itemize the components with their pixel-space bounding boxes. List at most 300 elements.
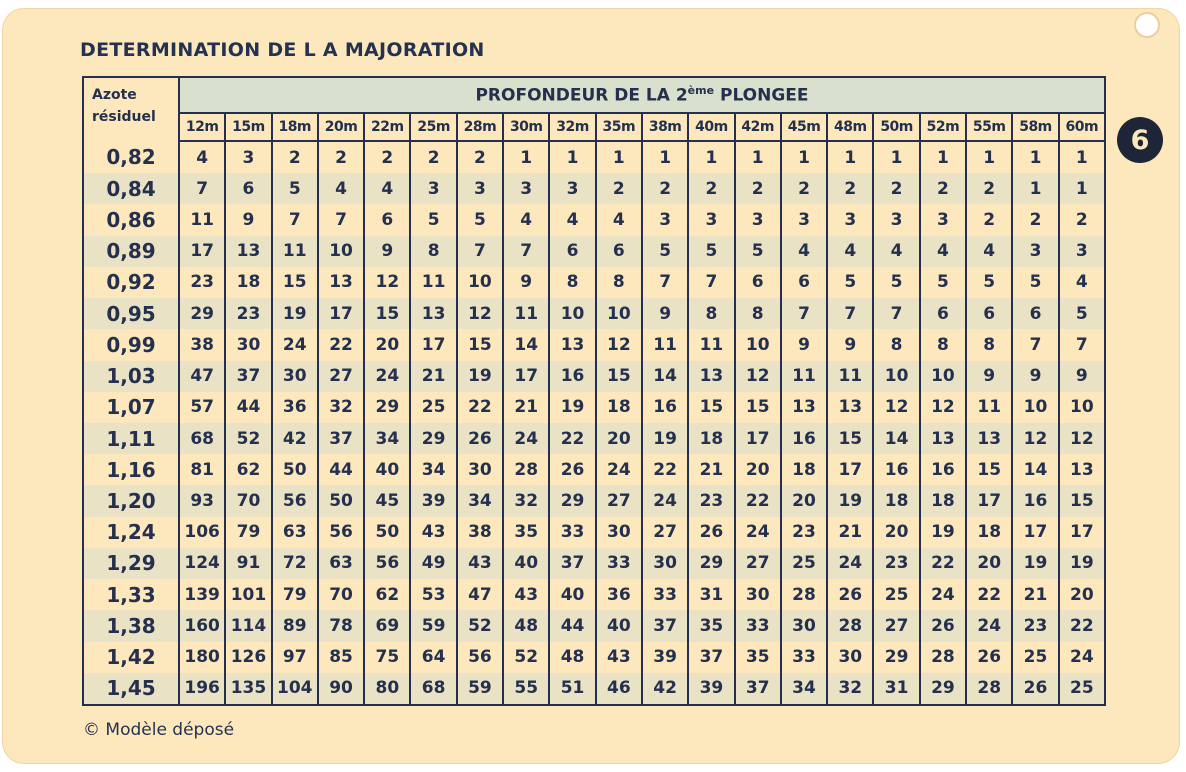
majoration-cell: 29 bbox=[179, 298, 225, 329]
majoration-cell: 37 bbox=[688, 642, 734, 673]
majoration-cell: 37 bbox=[225, 361, 271, 392]
majoration-cell: 135 bbox=[225, 673, 271, 705]
majoration-cell: 13 bbox=[781, 392, 827, 423]
majoration-cell: 55 bbox=[503, 673, 549, 705]
majoration-cell: 9 bbox=[225, 204, 271, 235]
majoration-cell: 9 bbox=[642, 298, 688, 329]
majoration-cell: 6 bbox=[966, 298, 1012, 329]
majoration-cell: 5 bbox=[1059, 298, 1105, 329]
majoration-cell: 17 bbox=[827, 454, 873, 485]
majoration-cell: 2 bbox=[642, 173, 688, 204]
majoration-cell: 1 bbox=[1012, 173, 1058, 204]
majoration-cell: 3 bbox=[549, 173, 595, 204]
majoration-cell: 2 bbox=[457, 141, 503, 173]
majoration-cell: 2 bbox=[318, 141, 364, 173]
majoration-cell: 21 bbox=[1012, 579, 1058, 610]
majoration-cell: 37 bbox=[735, 673, 781, 705]
majoration-cell: 23 bbox=[179, 267, 225, 298]
majoration-cell: 11 bbox=[272, 236, 318, 267]
majoration-cell: 26 bbox=[688, 517, 734, 548]
majoration-cell: 50 bbox=[364, 517, 410, 548]
majoration-cell: 3 bbox=[688, 204, 734, 235]
majoration-cell: 30 bbox=[596, 517, 642, 548]
majoration-cell: 15 bbox=[688, 392, 734, 423]
majoration-cell: 22 bbox=[457, 392, 503, 423]
majoration-cell: 33 bbox=[781, 642, 827, 673]
majoration-cell: 12 bbox=[596, 329, 642, 360]
majoration-cell: 12 bbox=[873, 392, 919, 423]
majoration-cell: 1 bbox=[596, 141, 642, 173]
majoration-cell: 22 bbox=[735, 485, 781, 516]
majoration-cell: 18 bbox=[596, 392, 642, 423]
majoration-cell: 14 bbox=[642, 361, 688, 392]
table-row bbox=[83, 392, 1105, 423]
majoration-cell: 1 bbox=[920, 141, 966, 173]
majoration-cell: 25 bbox=[873, 579, 919, 610]
majoration-cell: 101 bbox=[225, 579, 271, 610]
table-row bbox=[83, 204, 1105, 235]
azote-value-cell: 1,20 bbox=[83, 485, 179, 516]
table-row bbox=[83, 485, 1105, 516]
majoration-cell: 4 bbox=[596, 204, 642, 235]
majoration-cell: 23 bbox=[688, 485, 734, 516]
majoration-cell: 4 bbox=[318, 173, 364, 204]
majoration-cell: 6 bbox=[549, 236, 595, 267]
majoration-cell: 2 bbox=[920, 173, 966, 204]
majoration-cell: 29 bbox=[688, 548, 734, 579]
majoration-cell: 5 bbox=[873, 267, 919, 298]
majoration-cell: 28 bbox=[781, 579, 827, 610]
majoration-cell: 34 bbox=[364, 423, 410, 454]
table-row bbox=[83, 579, 1105, 610]
majoration-cell: 27 bbox=[873, 610, 919, 641]
majoration-cell: 104 bbox=[272, 673, 318, 705]
depth-header-cell: 58m bbox=[1012, 113, 1058, 141]
majoration-cell: 53 bbox=[410, 579, 456, 610]
majoration-cell: 14 bbox=[503, 329, 549, 360]
majoration-cell: 5 bbox=[735, 236, 781, 267]
majoration-cell: 3 bbox=[1059, 236, 1105, 267]
majoration-cell: 19 bbox=[920, 517, 966, 548]
majoration-cell: 16 bbox=[873, 454, 919, 485]
majoration-cell: 63 bbox=[318, 548, 364, 579]
majoration-cell: 26 bbox=[1012, 673, 1058, 705]
majoration-cell: 24 bbox=[735, 517, 781, 548]
majoration-cell: 5 bbox=[920, 267, 966, 298]
majoration-cell: 35 bbox=[503, 517, 549, 548]
depth-group-header bbox=[179, 77, 1105, 113]
azote-value-cell: 1,42 bbox=[83, 642, 179, 673]
majoration-cell: 15 bbox=[596, 361, 642, 392]
majoration-cell: 47 bbox=[179, 361, 225, 392]
majoration-cell: 32 bbox=[318, 392, 364, 423]
majoration-cell: 24 bbox=[1059, 642, 1105, 673]
majoration-cell: 28 bbox=[966, 673, 1012, 705]
majoration-cell: 11 bbox=[781, 361, 827, 392]
majoration-cell: 7 bbox=[1059, 329, 1105, 360]
majoration-cell: 52 bbox=[503, 642, 549, 673]
depth-header-cell: 12m bbox=[179, 113, 225, 141]
footer-copyright: © Modèle déposé bbox=[83, 720, 235, 740]
majoration-cell: 36 bbox=[596, 579, 642, 610]
majoration-cell: 20 bbox=[781, 485, 827, 516]
lanyard-hole bbox=[1134, 12, 1160, 38]
majoration-cell: 42 bbox=[642, 673, 688, 705]
majoration-cell: 4 bbox=[920, 236, 966, 267]
depth-header-cell: 18m bbox=[272, 113, 318, 141]
majoration-cell: 33 bbox=[596, 548, 642, 579]
majoration-cell: 44 bbox=[318, 454, 364, 485]
majoration-cell: 40 bbox=[596, 610, 642, 641]
majoration-cell: 6 bbox=[781, 267, 827, 298]
majoration-cell: 13 bbox=[920, 423, 966, 454]
table-row bbox=[83, 548, 1105, 579]
majoration-cell: 43 bbox=[457, 548, 503, 579]
majoration-cell: 13 bbox=[225, 236, 271, 267]
majoration-cell: 68 bbox=[179, 423, 225, 454]
azote-value-cell: 0,84 bbox=[83, 173, 179, 204]
majoration-cell: 196 bbox=[179, 673, 225, 705]
majoration-cell: 21 bbox=[827, 517, 873, 548]
majoration-cell: 11 bbox=[966, 392, 1012, 423]
majoration-cell: 79 bbox=[272, 579, 318, 610]
majoration-cell: 29 bbox=[873, 642, 919, 673]
majoration-cell: 124 bbox=[179, 548, 225, 579]
azote-value-cell: 0,89 bbox=[83, 236, 179, 267]
majoration-cell: 11 bbox=[503, 298, 549, 329]
majoration-cell: 68 bbox=[410, 673, 456, 705]
majoration-cell: 50 bbox=[318, 485, 364, 516]
majoration-cell: 1 bbox=[735, 141, 781, 173]
majoration-cell: 19 bbox=[642, 423, 688, 454]
majoration-cell: 22 bbox=[642, 454, 688, 485]
majoration-cell: 90 bbox=[318, 673, 364, 705]
majoration-cell: 56 bbox=[272, 485, 318, 516]
majoration-cell: 23 bbox=[781, 517, 827, 548]
page-title: DETERMINATION DE L A MAJORATION bbox=[80, 39, 485, 61]
majoration-cell: 28 bbox=[503, 454, 549, 485]
majoration-cell: 3 bbox=[410, 173, 456, 204]
majoration-cell: 2 bbox=[781, 173, 827, 204]
majoration-cell: 24 bbox=[827, 548, 873, 579]
majoration-cell: 12 bbox=[735, 361, 781, 392]
majoration-cell: 5 bbox=[642, 236, 688, 267]
majoration-cell: 5 bbox=[272, 173, 318, 204]
majoration-cell: 33 bbox=[642, 579, 688, 610]
majoration-cell: 29 bbox=[364, 392, 410, 423]
majoration-cell: 36 bbox=[272, 392, 318, 423]
majoration-cell: 12 bbox=[1059, 423, 1105, 454]
azote-value-cell: 1,29 bbox=[83, 548, 179, 579]
majoration-cell: 12 bbox=[1012, 423, 1058, 454]
table-row bbox=[83, 610, 1105, 641]
majoration-cell: 2 bbox=[966, 173, 1012, 204]
majoration-cell: 17 bbox=[735, 423, 781, 454]
majoration-cell: 22 bbox=[920, 548, 966, 579]
depth-header-cell: 45m bbox=[781, 113, 827, 141]
majoration-cell: 4 bbox=[873, 236, 919, 267]
majoration-cell: 7 bbox=[503, 236, 549, 267]
majoration-cell: 16 bbox=[920, 454, 966, 485]
majoration-cell: 39 bbox=[410, 485, 456, 516]
majoration-cell: 10 bbox=[596, 298, 642, 329]
table-row bbox=[83, 298, 1105, 329]
majoration-cell: 7 bbox=[781, 298, 827, 329]
majoration-cell: 30 bbox=[735, 579, 781, 610]
majoration-cell: 24 bbox=[920, 579, 966, 610]
majoration-cell: 25 bbox=[781, 548, 827, 579]
table-row bbox=[83, 141, 1105, 173]
majoration-cell: 14 bbox=[873, 423, 919, 454]
majoration-cell: 79 bbox=[225, 517, 271, 548]
depth-header-cell: 55m bbox=[966, 113, 1012, 141]
azote-value-cell: 1,38 bbox=[83, 610, 179, 641]
majoration-cell: 18 bbox=[781, 454, 827, 485]
majoration-cell: 16 bbox=[549, 361, 595, 392]
majoration-cell: 1 bbox=[1012, 141, 1058, 173]
majoration-cell: 37 bbox=[318, 423, 364, 454]
majoration-cell: 35 bbox=[688, 610, 734, 641]
majoration-cell: 25 bbox=[410, 392, 456, 423]
majoration-cell: 5 bbox=[410, 204, 456, 235]
azote-value-cell: 1,45 bbox=[83, 673, 179, 705]
majoration-cell: 3 bbox=[735, 204, 781, 235]
majoration-cell: 18 bbox=[873, 485, 919, 516]
majoration-cell: 114 bbox=[225, 610, 271, 641]
depth-header-row bbox=[83, 113, 1105, 141]
table-row bbox=[83, 329, 1105, 360]
majoration-cell: 2 bbox=[272, 141, 318, 173]
majoration-cell: 5 bbox=[457, 204, 503, 235]
majoration-cell: 25 bbox=[1059, 673, 1105, 705]
depth-header-cell: 40m bbox=[688, 113, 734, 141]
majoration-cell: 39 bbox=[642, 642, 688, 673]
majoration-cell: 85 bbox=[318, 642, 364, 673]
majoration-cell: 24 bbox=[642, 485, 688, 516]
majoration-cell: 11 bbox=[410, 267, 456, 298]
majoration-cell: 20 bbox=[735, 454, 781, 485]
majoration-cell: 7 bbox=[272, 204, 318, 235]
majoration-cell: 19 bbox=[1059, 548, 1105, 579]
majoration-cell: 4 bbox=[966, 236, 1012, 267]
depth-group-header-post: PLONGEE bbox=[714, 85, 809, 106]
majoration-cell: 56 bbox=[364, 548, 410, 579]
majoration-cell: 12 bbox=[920, 392, 966, 423]
majoration-cell: 81 bbox=[179, 454, 225, 485]
majoration-cell: 6 bbox=[596, 236, 642, 267]
majoration-cell: 7 bbox=[1012, 329, 1058, 360]
majoration-cell: 3 bbox=[457, 173, 503, 204]
majoration-cell: 160 bbox=[179, 610, 225, 641]
majoration-cell: 1 bbox=[827, 141, 873, 173]
majoration-cell: 8 bbox=[966, 329, 1012, 360]
majoration-cell: 8 bbox=[549, 267, 595, 298]
table-row bbox=[83, 517, 1105, 548]
depth-header-cell: 52m bbox=[920, 113, 966, 141]
majoration-cell: 3 bbox=[920, 204, 966, 235]
majoration-cell: 80 bbox=[364, 673, 410, 705]
majoration-cell: 26 bbox=[457, 423, 503, 454]
majoration-cell: 11 bbox=[642, 329, 688, 360]
majoration-cell: 12 bbox=[364, 267, 410, 298]
majoration-cell: 40 bbox=[364, 454, 410, 485]
majoration-cell: 34 bbox=[781, 673, 827, 705]
majoration-cell: 20 bbox=[1059, 579, 1105, 610]
majoration-cell: 13 bbox=[827, 392, 873, 423]
majoration-cell: 8 bbox=[873, 329, 919, 360]
majoration-cell: 9 bbox=[1012, 361, 1058, 392]
majoration-cell: 9 bbox=[827, 329, 873, 360]
majoration-cell: 13 bbox=[549, 329, 595, 360]
majoration-cell: 62 bbox=[364, 579, 410, 610]
majoration-cell: 33 bbox=[549, 517, 595, 548]
majoration-cell: 3 bbox=[225, 141, 271, 173]
majoration-cell: 1 bbox=[549, 141, 595, 173]
majoration-cell: 2 bbox=[966, 204, 1012, 235]
majoration-cell: 139 bbox=[179, 579, 225, 610]
majoration-cell: 59 bbox=[457, 673, 503, 705]
majoration-cell: 22 bbox=[549, 423, 595, 454]
majoration-cell: 30 bbox=[457, 454, 503, 485]
majoration-cell: 31 bbox=[873, 673, 919, 705]
majoration-cell: 15 bbox=[735, 392, 781, 423]
majoration-cell: 40 bbox=[549, 579, 595, 610]
majoration-cell: 70 bbox=[318, 579, 364, 610]
majoration-cell: 63 bbox=[272, 517, 318, 548]
depth-header-cell: 15m bbox=[225, 113, 271, 141]
majoration-cell: 10 bbox=[1059, 392, 1105, 423]
majoration-cell: 59 bbox=[410, 610, 456, 641]
majoration-cell: 3 bbox=[642, 204, 688, 235]
majoration-cell: 13 bbox=[966, 423, 1012, 454]
majoration-cell: 38 bbox=[179, 329, 225, 360]
majoration-cell: 3 bbox=[503, 173, 549, 204]
depth-header-cell: 60m bbox=[1059, 113, 1105, 141]
majoration-cell: 4 bbox=[781, 236, 827, 267]
table-row bbox=[83, 642, 1105, 673]
majoration-cell: 10 bbox=[873, 361, 919, 392]
majoration-cell: 20 bbox=[596, 423, 642, 454]
majoration-cell: 4 bbox=[364, 173, 410, 204]
majoration-cell: 6 bbox=[735, 267, 781, 298]
majoration-cell: 10 bbox=[457, 267, 503, 298]
majoration-cell: 11 bbox=[827, 361, 873, 392]
majoration-cell: 27 bbox=[596, 485, 642, 516]
majoration-cell: 17 bbox=[179, 236, 225, 267]
azote-value-cell: 1,24 bbox=[83, 517, 179, 548]
majoration-cell: 11 bbox=[688, 329, 734, 360]
majoration-cell: 44 bbox=[225, 392, 271, 423]
table-row bbox=[83, 361, 1105, 392]
majoration-cell: 7 bbox=[827, 298, 873, 329]
majoration-cell: 15 bbox=[272, 267, 318, 298]
majoration-cell: 29 bbox=[410, 423, 456, 454]
majoration-cell: 15 bbox=[966, 454, 1012, 485]
majoration-cell: 15 bbox=[364, 298, 410, 329]
majoration-cell: 52 bbox=[225, 423, 271, 454]
majoration-cell: 7 bbox=[873, 298, 919, 329]
majoration-cell: 26 bbox=[549, 454, 595, 485]
majoration-cell: 70 bbox=[225, 485, 271, 516]
depth-group-header-sup: ème bbox=[687, 84, 715, 98]
majoration-cell: 43 bbox=[410, 517, 456, 548]
majoration-cell: 34 bbox=[410, 454, 456, 485]
majoration-cell: 35 bbox=[735, 642, 781, 673]
majoration-cell: 5 bbox=[827, 267, 873, 298]
majoration-cell: 19 bbox=[1012, 548, 1058, 579]
majoration-cell: 15 bbox=[827, 423, 873, 454]
majoration-cell: 4 bbox=[827, 236, 873, 267]
majoration-cell: 18 bbox=[225, 267, 271, 298]
majoration-cell: 13 bbox=[410, 298, 456, 329]
table-row bbox=[83, 267, 1105, 298]
majoration-cell: 62 bbox=[225, 454, 271, 485]
majoration-cell: 34 bbox=[457, 485, 503, 516]
majoration-cell: 11 bbox=[179, 204, 225, 235]
majoration-cell: 43 bbox=[503, 579, 549, 610]
majoration-cell: 37 bbox=[642, 610, 688, 641]
majoration-cell: 6 bbox=[364, 204, 410, 235]
majoration-cell: 1 bbox=[966, 141, 1012, 173]
majoration-cell: 17 bbox=[503, 361, 549, 392]
majoration-cell: 4 bbox=[503, 204, 549, 235]
corner-label-line1: Azote bbox=[92, 87, 137, 103]
majoration-cell: 22 bbox=[1059, 610, 1105, 641]
majoration-cell: 33 bbox=[735, 610, 781, 641]
majoration-cell: 21 bbox=[503, 392, 549, 423]
majoration-cell: 13 bbox=[688, 361, 734, 392]
majoration-cell: 7 bbox=[688, 267, 734, 298]
majoration-cell: 4 bbox=[549, 204, 595, 235]
majoration-cell: 29 bbox=[920, 673, 966, 705]
majoration-cell: 19 bbox=[827, 485, 873, 516]
majoration-cell: 10 bbox=[735, 329, 781, 360]
majoration-cell: 51 bbox=[549, 673, 595, 705]
majoration-cell: 2 bbox=[1059, 204, 1105, 235]
majoration-cell: 16 bbox=[781, 423, 827, 454]
majoration-cell: 30 bbox=[827, 642, 873, 673]
table-row bbox=[83, 673, 1105, 705]
majoration-cell: 46 bbox=[596, 673, 642, 705]
table-row bbox=[83, 236, 1105, 267]
majoration-cell: 57 bbox=[179, 392, 225, 423]
majoration-cell: 20 bbox=[364, 329, 410, 360]
majoration-cell: 8 bbox=[735, 298, 781, 329]
majoration-cell: 8 bbox=[410, 236, 456, 267]
majoration-cell: 20 bbox=[966, 548, 1012, 579]
corner-label-line2: résiduel bbox=[92, 109, 156, 125]
majoration-cell: 6 bbox=[920, 298, 966, 329]
majoration-cell: 14 bbox=[1012, 454, 1058, 485]
majoration-cell: 1 bbox=[1059, 173, 1105, 204]
majoration-cell: 4 bbox=[1059, 267, 1105, 298]
majoration-cell: 29 bbox=[549, 485, 595, 516]
depth-header-cell: 28m bbox=[457, 113, 503, 141]
azote-value-cell: 0,82 bbox=[83, 141, 179, 173]
majoration-cell: 22 bbox=[966, 579, 1012, 610]
depth-header-cell: 20m bbox=[318, 113, 364, 141]
majoration-cell: 7 bbox=[642, 267, 688, 298]
majoration-cell: 10 bbox=[920, 361, 966, 392]
majoration-cell: 12 bbox=[457, 298, 503, 329]
majoration-cell: 72 bbox=[272, 548, 318, 579]
majoration-cell: 45 bbox=[364, 485, 410, 516]
azote-value-cell: 0,92 bbox=[83, 267, 179, 298]
majoration-cell: 3 bbox=[827, 204, 873, 235]
majoration-cell: 44 bbox=[549, 610, 595, 641]
majoration-cell: 39 bbox=[688, 673, 734, 705]
majoration-cell: 9 bbox=[781, 329, 827, 360]
